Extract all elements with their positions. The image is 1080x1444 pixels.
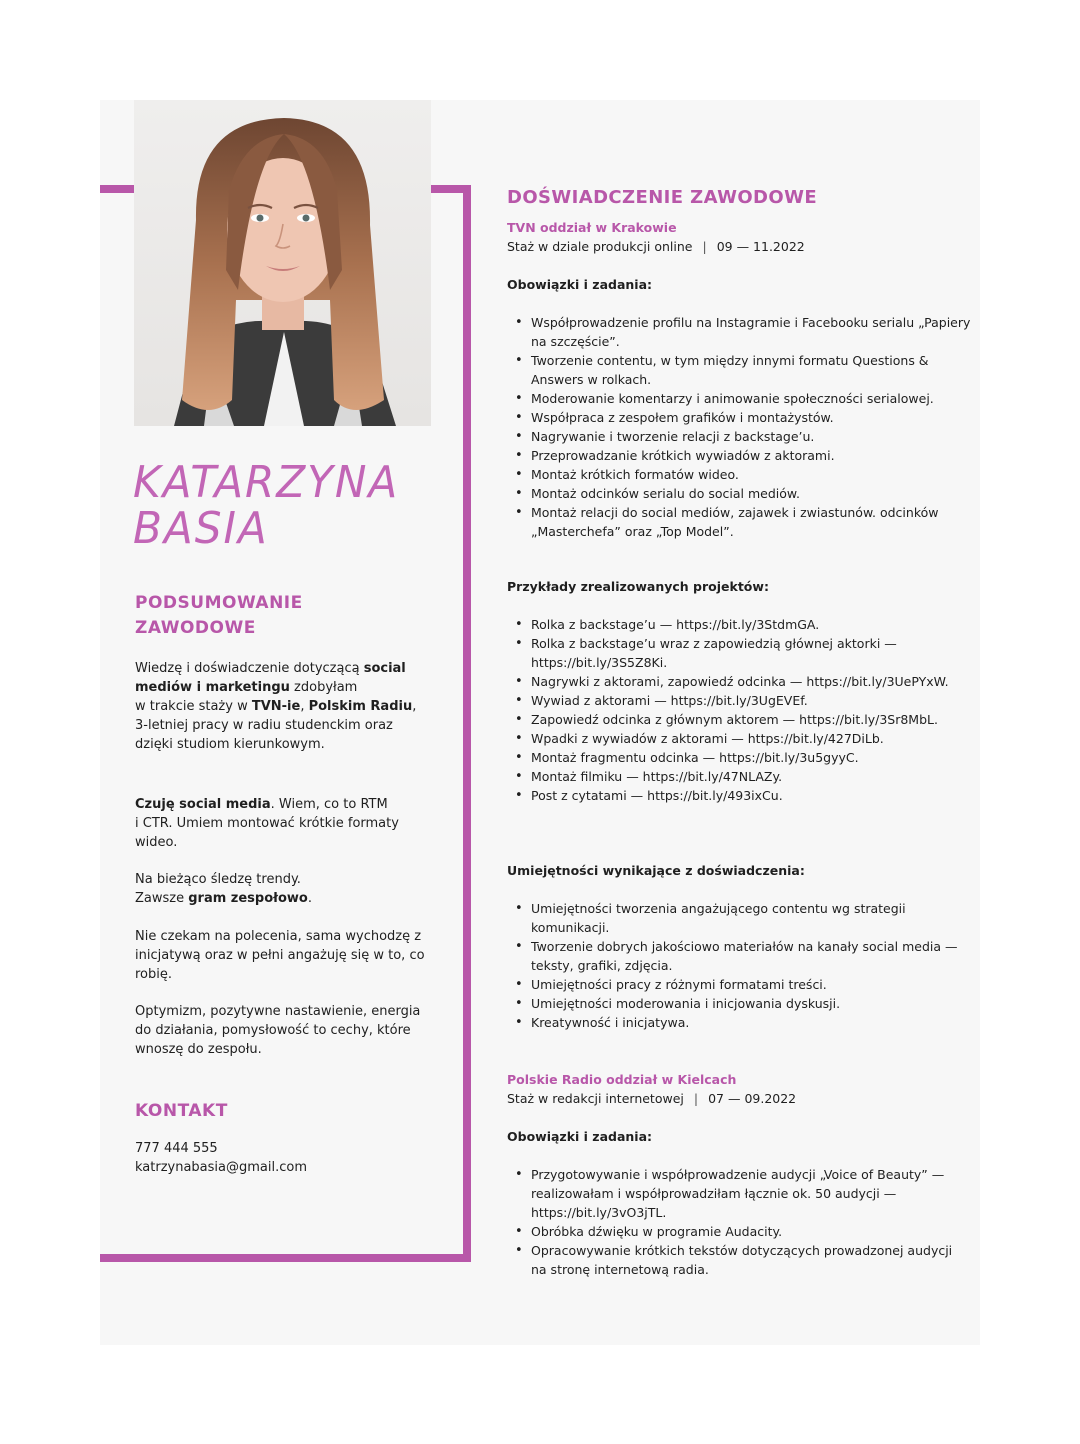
job-duties-list: [507, 313, 971, 541]
list-item: • Przygotowywanie i współprowadzenie audycji „Voice of Beauty” — realizowałam i współprowadziłam łącznie ok. 50 audycji — https://bit.ly/3vO3jTL.: [531, 1165, 971, 1222]
job-duties-label: Obowiązki i zadania:: [507, 1129, 653, 1144]
list-item: • Współprowadzenie profilu na Instagramie i Facebooku serialu „Papiery na szczęście”.: [531, 313, 971, 351]
job-projects-label: Przykłady zrealizowanych projektów:: [507, 579, 769, 594]
body-text: i CTR. Umiem montować krótkie formaty wideo.: [135, 816, 399, 850]
list-item: • Post z cytatami — https://bit.ly/493ixCu.: [531, 786, 971, 805]
list-item: • Moderowanie komentarzy i animowanie społeczności serialowej.: [531, 389, 971, 408]
job-projects-list: [507, 615, 971, 805]
job-separator: |: [702, 239, 707, 254]
emphasis-text: Czuję social media: [135, 797, 271, 812]
job-duties-label: Obowiązki i zadania:: [507, 277, 653, 292]
list-item: • Opracowywanie krótkich tekstów dotyczących prowadzonej audycji na stronę internetową radia.: [531, 1241, 971, 1279]
accent-frame-bottom: [100, 1254, 471, 1262]
list-item: • Rolka z backstage’u — https://bit.ly/3StdmGA.: [531, 615, 971, 634]
emphasis-text: TVN-ie: [251, 699, 301, 714]
job-skills-list: [507, 899, 971, 1032]
candidate-name: [133, 457, 440, 554]
list-item: • Umiejętności moderowania i inicjowania dyskusji.: [531, 994, 971, 1013]
list-item: • Nagrywanie i tworzenie relacji z backstage’u.: [531, 427, 971, 446]
summary-paragraph-3: [135, 870, 425, 908]
body-text: , 3-letniej pracy w radiu studenckim oraz dzięki studiom kierunkowym.: [135, 699, 417, 752]
body-text: Nie czekam na polecenia, sama wychodzę z inicjatywą oraz w pełni angażuję się w to, co robię.: [135, 929, 425, 982]
list-item: • Tworzenie dobrych jakościowo materiałów na kanały social media — teksty, grafiki, zdjęcia.: [531, 937, 971, 975]
contact-section: [135, 1099, 425, 1177]
list-item: • Współpraca z zespołem grafików i montażystów.: [531, 408, 971, 427]
body-text: Na bieżąco śledzę trendy.: [135, 872, 301, 887]
job-company: TVN oddział w Krakowie: [507, 220, 677, 235]
list-item: • Umiejętności tworzenia angażującego contentu wg strategii komunikacji.: [531, 899, 971, 937]
experience-heading: DOŚWIADCZENIE ZAWODOWE: [507, 187, 818, 208]
profile-photo: [134, 100, 431, 426]
emphasis-text: social mediów i marketingu: [135, 661, 406, 695]
body-text: .: [307, 891, 312, 906]
list-item: • Montaż krótkich formatów wideo.: [531, 465, 971, 484]
summary-paragraph-2: [135, 795, 425, 852]
summary-paragraph-5: [135, 1002, 425, 1059]
body-text: Zawsze: [135, 891, 189, 906]
job-separator: |: [693, 1091, 699, 1106]
accent-frame-top-left: [100, 185, 134, 193]
job-role: Staż w redakcji internetowej: [507, 1091, 684, 1106]
job-skills-label: Umiejętności wynikające z doświadczenia:: [507, 863, 805, 878]
accent-frame-right: [463, 185, 471, 1262]
job-duties-list: [507, 1165, 971, 1279]
list-item: • Rolka z backstage’u wraz z zapowiedzią głównej aktorki — https://bit.ly/3S5Z8Ki.: [531, 634, 971, 672]
list-item: • Zapowiedź odcinka z głównym aktorem — https://bit.ly/3Sr8MbL.: [531, 710, 971, 729]
list-item: • Nagrywki z aktorami, zapowiedź odcinka — https://bit.ly/3UePYxW.: [531, 672, 971, 691]
emphasis-text: Polskim Radiu: [308, 699, 413, 714]
body-text: Optymizm, pozytywne nastawienie, energia do działania, pomysłowość to cechy, które wnoszę do zespołu.: [135, 1004, 421, 1057]
list-item: • Obróbka dźwięku w programie Audacity.: [531, 1222, 971, 1241]
list-item: • Przeprowadzanie krótkich wywiadów z aktorami.: [531, 446, 971, 465]
body-text: ,: [300, 699, 309, 714]
summary-heading-line-2: ZAWODOWE: [135, 618, 256, 638]
experience-section: [507, 186, 947, 210]
name-line-1: KATARZYNA: [133, 457, 400, 508]
contact-phone: 777 444 555: [135, 1141, 218, 1156]
body-text: w trakcie staży w: [135, 699, 252, 714]
job-role-line: [507, 1089, 947, 1108]
summary-section: [135, 591, 425, 641]
list-item: • Montaż relacji do social mediów, zajawek i zwiastunów. odcinków „Masterchefa” oraz „Top Model”.: [531, 503, 971, 541]
summary-paragraph-1: [135, 659, 425, 754]
list-item: • Tworzenie contentu, w tym między innymi formatu Questions & Answers w rolkach.: [531, 351, 971, 389]
body-text: zdobyłam: [289, 680, 358, 695]
list-item: • Kreatywność i inicjatywa.: [531, 1013, 971, 1032]
list-item: • Wywiad z aktorami — https://bit.ly/3UgEVEf.: [531, 691, 971, 710]
summary-heading-line-1: PODSUMOWANIE: [135, 593, 303, 613]
body-text: Wiedzę i doświadczenie dotyczącą: [135, 661, 364, 676]
job-dates: 07 — 09.2022: [708, 1091, 797, 1106]
body-text: . Wiem, co to RTM: [270, 797, 388, 812]
emphasis-text: gram zespołowo: [188, 891, 308, 906]
list-item: • Montaż filmiku — https://bit.ly/47NLAZy.: [531, 767, 971, 786]
job-company: Polskie Radio oddział w Kielcach: [507, 1072, 737, 1087]
list-item: • Umiejętności pracy z różnymi formatami treści.: [531, 975, 971, 994]
summary-heading: [135, 591, 425, 641]
summary-paragraph-4: [135, 927, 425, 984]
list-item: • Wpadki z wywiadów z aktorami — https://bit.ly/427DiLb.: [531, 729, 971, 748]
name-line-2: BASIA: [133, 503, 269, 554]
job-polskie-radio: [507, 1071, 947, 1108]
list-item: • Montaż fragmentu odcinka — https://bit.ly/3u5gyyC.: [531, 748, 971, 767]
job-tvn: [507, 219, 947, 256]
contact-email: katrzynabasia@gmail.com: [135, 1160, 308, 1175]
contact-heading: KONTAKT: [135, 1101, 228, 1121]
job-dates: 09 — 11.2022: [716, 239, 805, 254]
list-item: • Montaż odcinków serialu do social mediów.: [531, 484, 971, 503]
job-role: Staż w dziale produkcji online: [507, 239, 693, 254]
job-role-line: [507, 237, 947, 256]
